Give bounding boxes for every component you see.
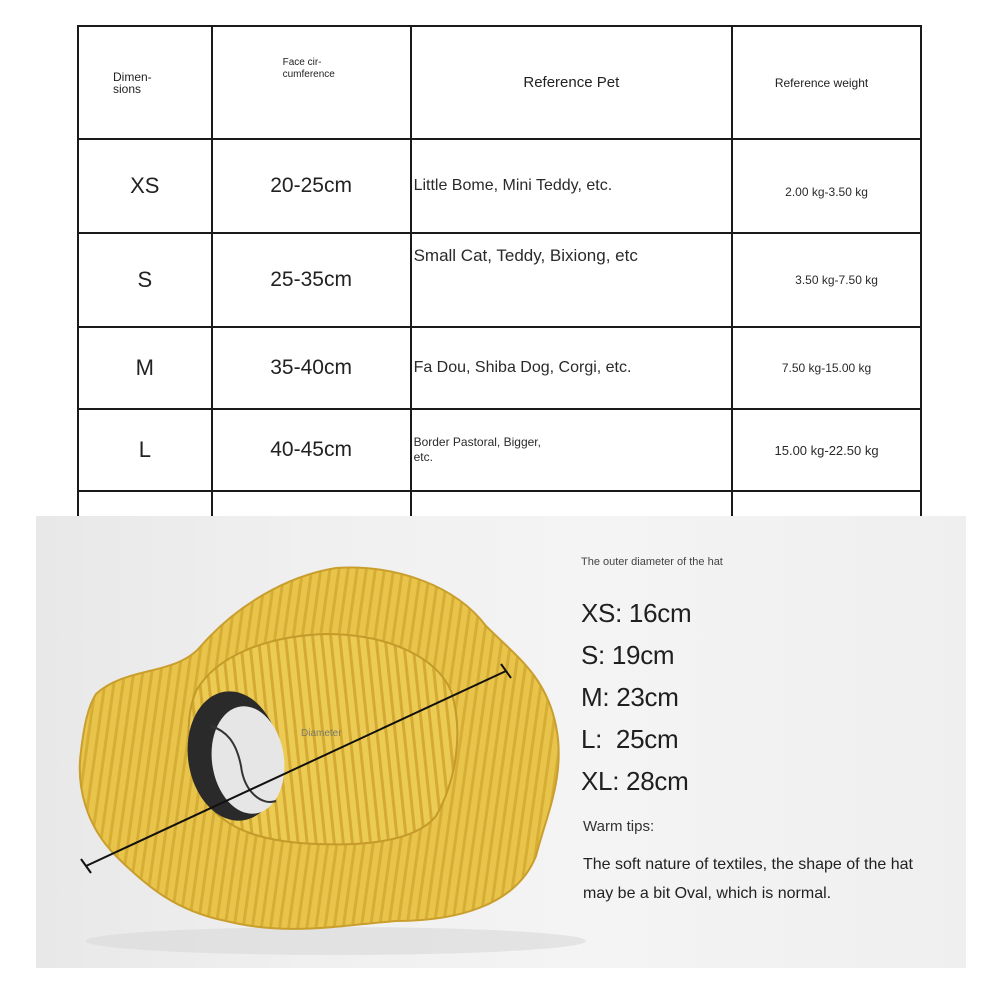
hat-size-info <box>581 516 961 968</box>
pet-cell: Fa Dou, Shiba Dog, Corgi, etc. <box>411 327 733 409</box>
table-row <box>78 409 921 491</box>
outer-diameter-title: The outer diameter of the hat <box>581 556 723 568</box>
pet-cell-line2: etc. <box>413 450 433 464</box>
size-cell: S <box>78 233 212 327</box>
weight-cell: 2.00 kg-3.50 kg <box>732 139 921 233</box>
table-row <box>78 139 921 233</box>
size-cell: M <box>78 327 212 409</box>
weight-cell: 3.50 kg-7.50 kg <box>732 233 921 327</box>
outer-diameter-item: L: 25cm <box>581 724 679 754</box>
face-cell: 20-25cm <box>212 139 411 233</box>
outer-diameter-list <box>581 592 691 802</box>
header-dimensions <box>78 26 212 139</box>
outer-diameter-item: M: 23cm <box>581 682 679 712</box>
table-row <box>78 233 921 327</box>
pet-cell: Little Bome, Mini Teddy, etc. <box>411 139 733 233</box>
weight-cell: 15.00 kg-22.50 kg <box>732 409 921 491</box>
pet-cell-line1: Border Pastoral, Bigger, <box>413 435 541 449</box>
size-cell: L <box>78 409 212 491</box>
outer-diameter-item: XS: 16cm <box>581 598 692 628</box>
table-row <box>78 327 921 409</box>
header-face-circumference <box>212 26 411 139</box>
hat-product-photo <box>36 516 966 968</box>
diameter-label: Diameter <box>301 728 342 739</box>
face-cell: 40-45cm <box>212 409 411 491</box>
header-reference-weight: Reference weight <box>732 26 921 139</box>
header-dimensions-line2: sions <box>113 81 142 96</box>
pet-cell: Small Cat, Teddy, Bixiong, etc <box>411 233 733 327</box>
pet-cell <box>411 409 733 491</box>
outer-diameter-item: S: 19cm <box>581 640 675 670</box>
header-dimensions-line1: Dimen- <box>113 69 152 84</box>
warm-tips-title: Warm tips: <box>583 818 655 835</box>
face-cell: 25-35cm <box>212 233 411 327</box>
header-face-line1: Face cir- <box>282 57 322 68</box>
table-header-row <box>78 26 921 139</box>
size-chart-table <box>77 25 922 574</box>
warm-tips-text: The soft nature of textiles, the shape of the hat may be a bit Oval, which is normal. <box>583 856 913 902</box>
size-cell: XS <box>78 139 212 233</box>
header-reference-pet: Reference Pet <box>411 26 733 139</box>
header-face-line2: cumference <box>282 69 335 80</box>
weight-cell: 7.50 kg-15.00 kg <box>732 327 921 409</box>
outer-diameter-item: XL: 28cm <box>581 766 689 796</box>
face-cell: 35-40cm <box>212 327 411 409</box>
